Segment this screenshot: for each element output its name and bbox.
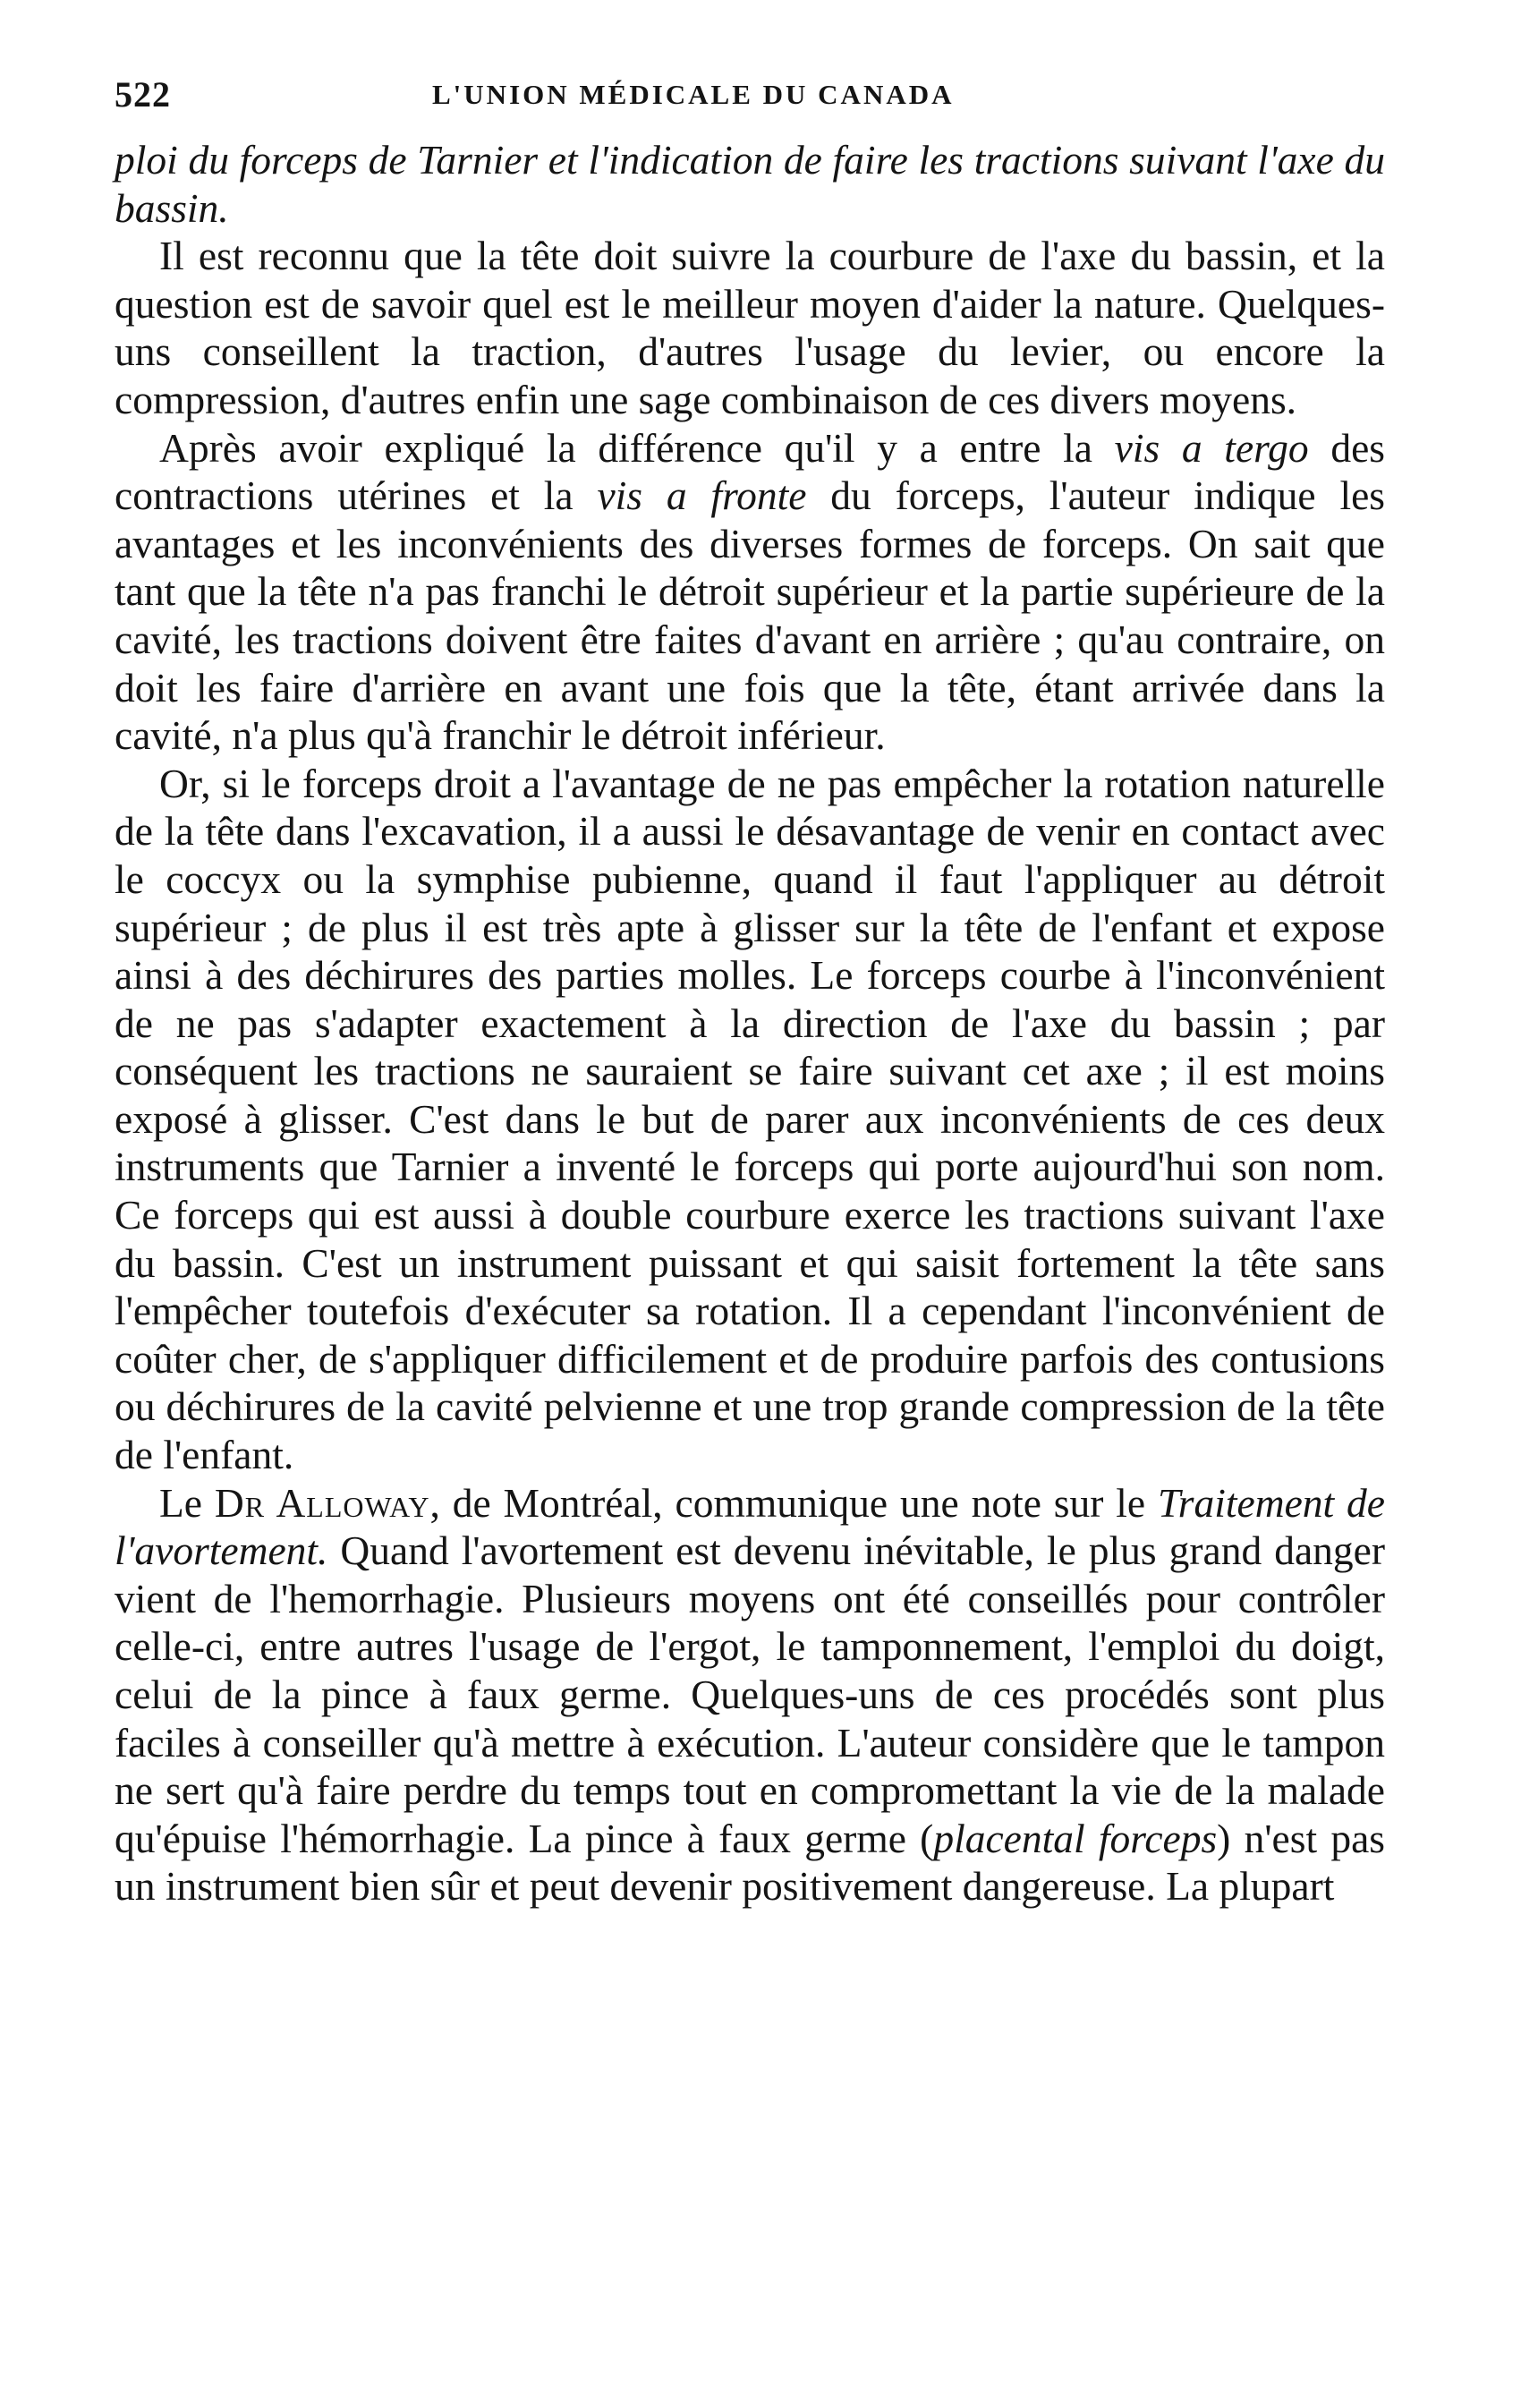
page-number: 522 [115,74,171,115]
paragraph-forceps-droit: Or, si le forceps droit a l'avantage de ne pas empêcher la rotation naturelle de la tête dans l'excavation, il a aussi le désavantage de venir en contact avec le coccyx ou la symphise pubienne, quand il faut l'appliquer au détroit supérieur ; de plus il est très apte à glisser sur la tête de l'enfant et expose ainsi à des déchirures des parties molles. Le forceps courbe à l'inconvénient de ne pas s'adapter exactement à la direction de l'axe du bassin ; par conséquent les tractions ne sauraient se faire suivant cet axe ; il est moins exposé à glisser. C'est dans le but de parer aux inconvénients de ces deux instruments que Tarnier a inventé le forceps qui porte aujourd'hui son nom. Ce forceps qui est aussi à double courbure exerce les tractions suivant l'axe du bassin. C'est un instrument puissant et qui saisit fortement la tête sans l'empêcher toutefois d'exécuter sa rotation. Il a cependant l'inconvénient de coûter cher, de s'appliquer difficilement et de produire parfois des contusions ou déchirures de la cavité pelvienne et une trop grande compression de la tête de l'enfant. [115,760,1385,1478]
text-segment: du forceps, l'auteur indique les avantages et les inconvénients des diverses formes de forceps. On sait que tant que la tête n'a pas franchi le détroit supérieur et la partie supérieure de la cavité, les tractions doivent être faites d'avant en arrière ; qu'au contraire, on doit les faire d'arrière en avant une fois que la tête, étant arrivée dans la cavité, n'a plus qu'à franchir le détroit inférieur. [115,472,1385,759]
italic-term-placental-forceps: placental forceps [933,1815,1218,1861]
paragraph-alloway [115,1479,1385,1910]
document-page [115,73,1385,1910]
author-name: Dr Alloway [214,1479,430,1526]
page-header [115,73,1385,136]
italic-lead: ploi du forceps de Tarnier et l'indication de faire les tractions suivant l'axe du bassin. [115,137,1385,231]
paragraph-bassin: Il est reconnu que la tête doit suivre la courbure de l'axe du bassin, et la question est de savoir quel est le meilleur moyen d'aider la nature. Quelques-uns conseillent la traction, d'autres l'usage du levier, ou encore la compression, d'autres enfin une sage combinaison de ces divers moyens. [115,233,1385,422]
text-segment: Quand l'avortement est devenu inévitable, le plus grand danger vient de l'hemorrhagie. Plusieurs moyens ont été conseillés pour contrôler celle-ci, entre autres l'usage de l'ergot, le tamponnement, l'emploi du doigt, celui de la pince à faux germe. Quelques-uns de ces procédés sont plus faciles à conseiller qu'à mettre à exécution. L'auteur considère que le tampon ne sert qu'à faire perdre du temps tout en compromettant la vie de la malade qu'épuise l'hémorrhagie. La pince à faux germe ( [115,1527,1385,1861]
body-text [115,136,1385,1910]
italic-term-vis-a-fronte: vis a fronte [597,472,807,519]
italic-title: Traitement de l'avortement. [115,1479,1385,1574]
running-title: L'UNION MÉDICALE DU CANADA [432,79,955,110]
paragraph-continuation [115,136,1385,232]
text-segment: , de Montréal, communique une note sur le [429,1479,1158,1526]
paragraph-vis-a-tergo [115,424,1385,760]
text-segment: Après avoir expliqué la différence qu'il y a entre la [159,424,1115,471]
text-segment: Le [159,1479,215,1526]
text-segment: ) n'est pas un instrument bien sûr et peut devenir positivement dangereuse. La plupart [115,1815,1385,1910]
text-segment: des contractions utérines et la [115,424,1385,519]
italic-term-vis-a-tergo: vis a tergo [1114,424,1309,471]
